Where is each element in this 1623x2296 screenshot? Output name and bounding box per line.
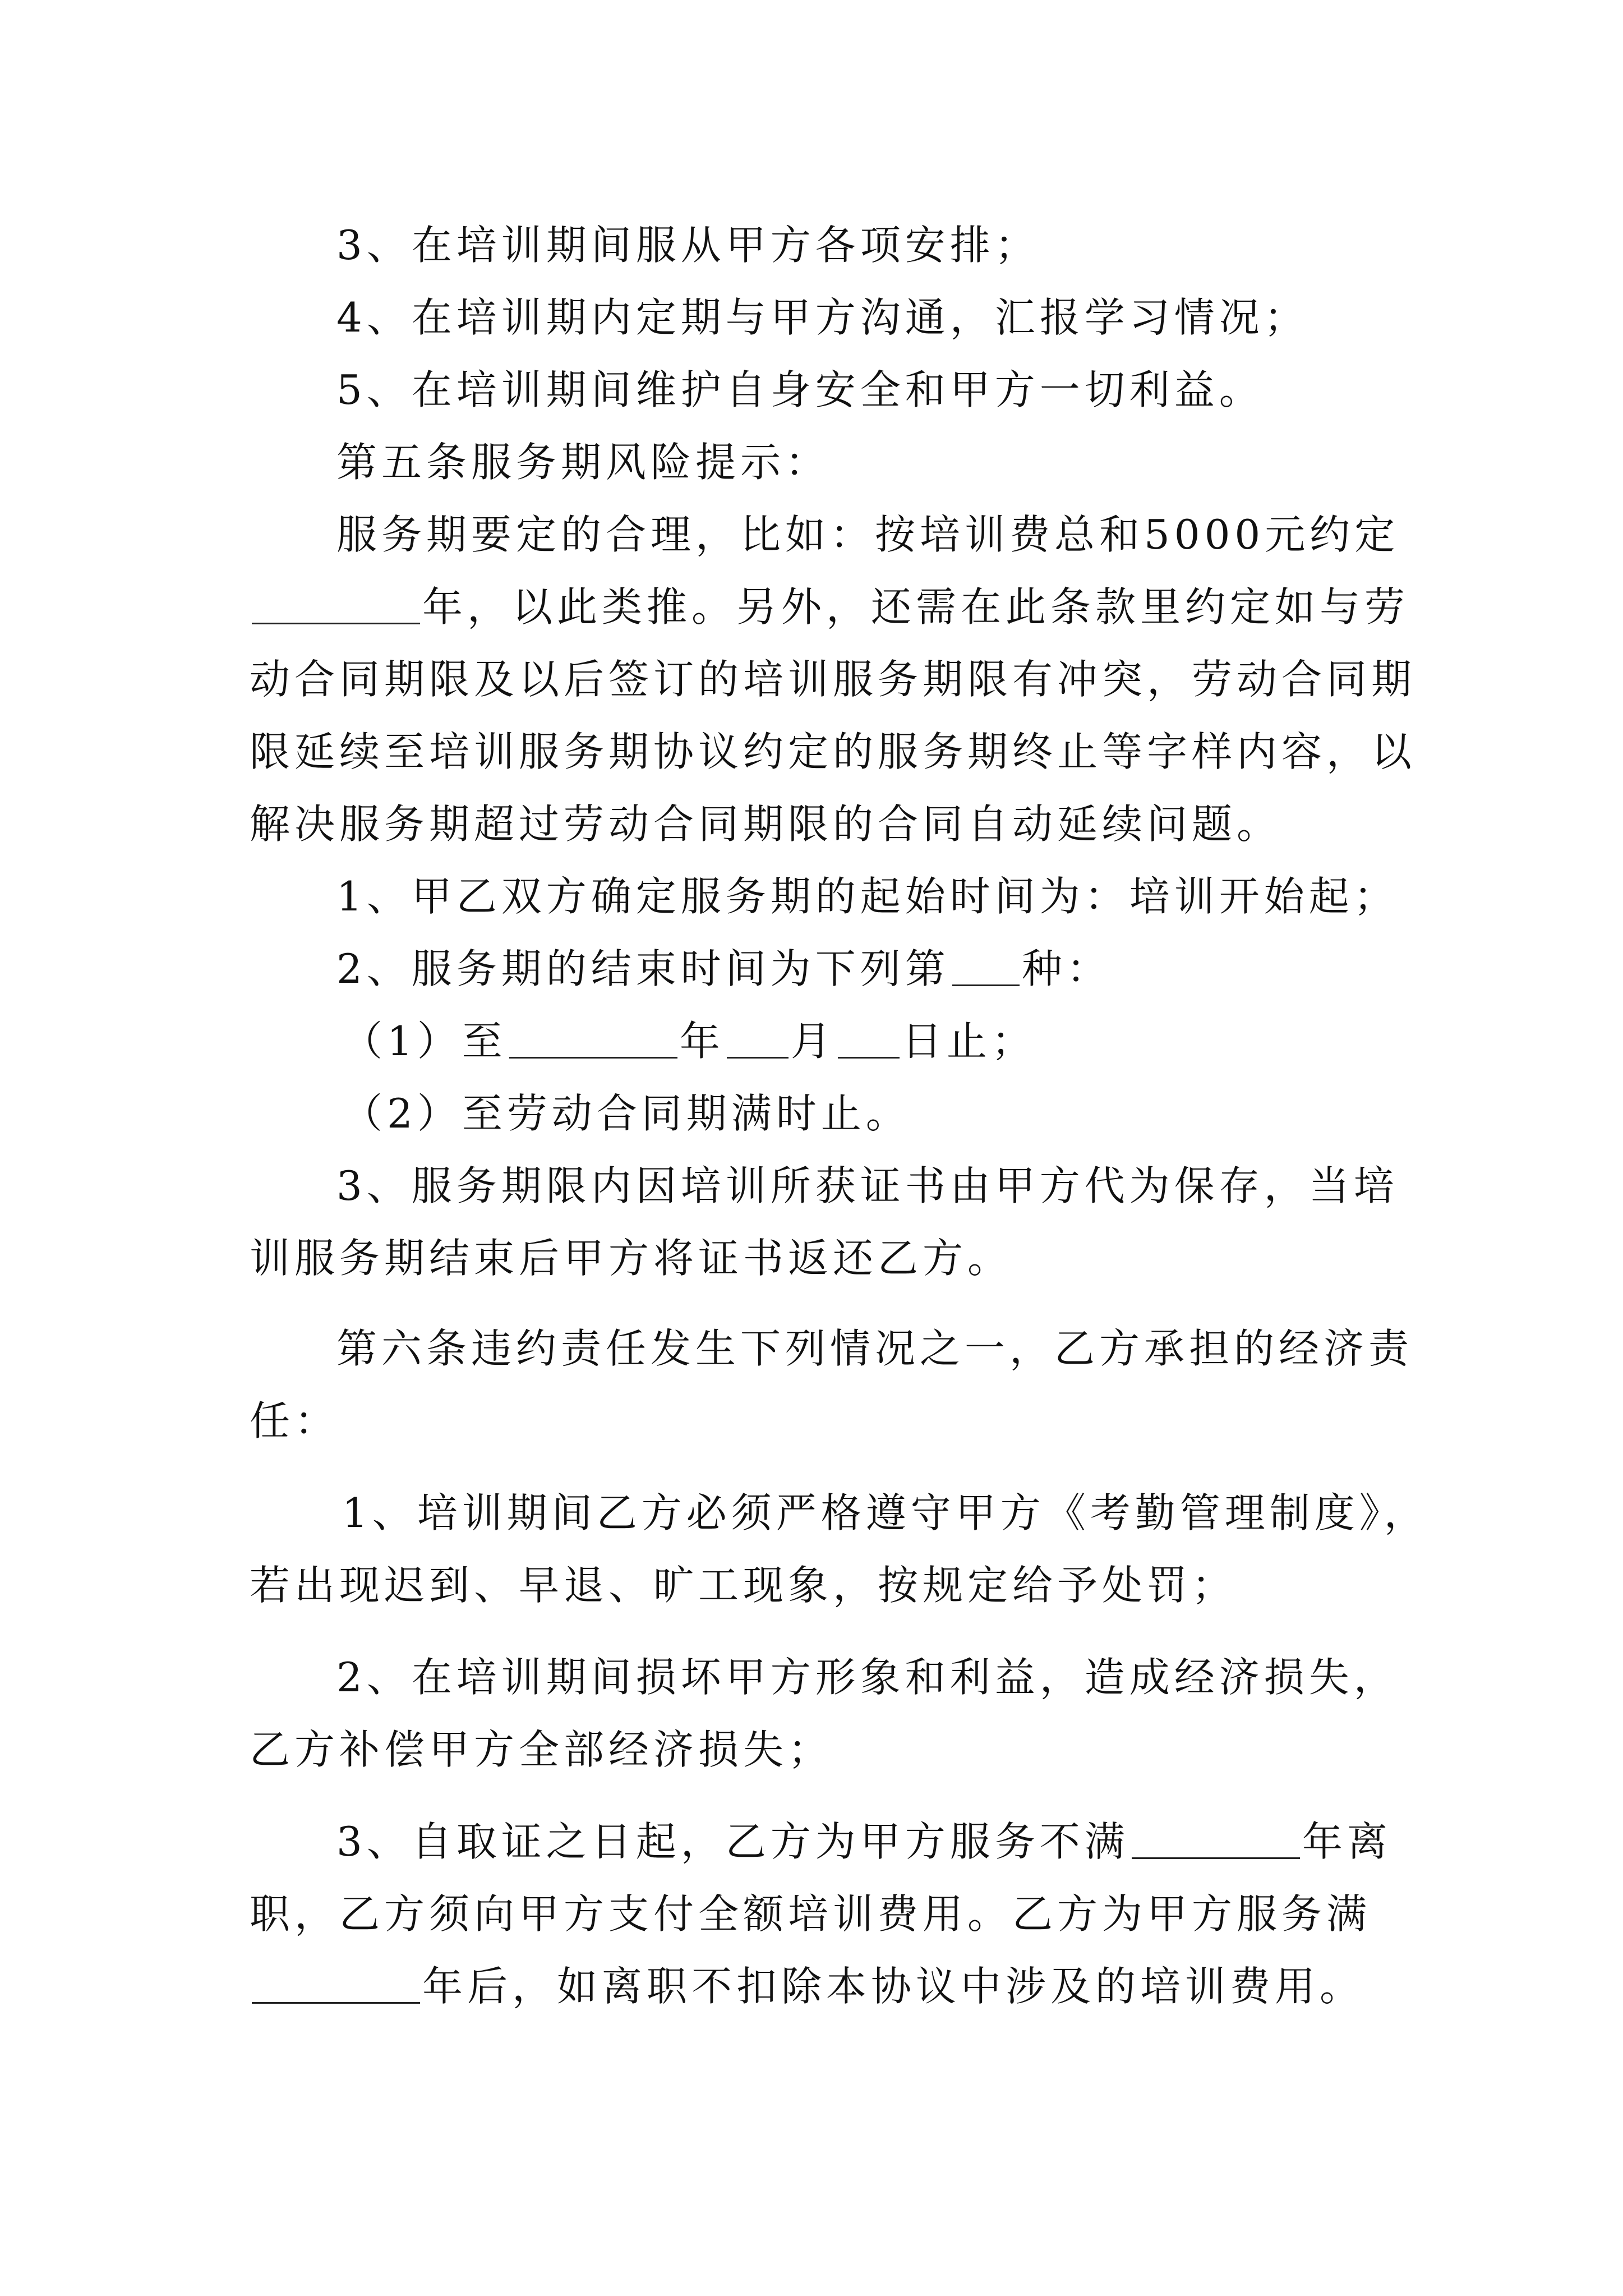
text-line — [250, 1222, 1399, 1295]
line-text: 乙方补偿甲方全部经济损失； — [250, 1726, 833, 1773]
line-text: 年 — [679, 1018, 725, 1065]
line-text: 2、服务期的结束时间为下列第 — [336, 945, 950, 992]
line-text: 4、在培训期内定期与甲方沟通，汇报学习情况； — [336, 294, 1309, 341]
fill-in-blank — [252, 1970, 420, 2004]
fill-in-blank — [509, 1024, 677, 1059]
line-text: 2、在培训期间损坏甲方形象和利益，造成经济损失， — [336, 1654, 1399, 1701]
line-text: 若出现迟到、早退、旷工现象，按规定给予处罚； — [250, 1562, 1237, 1609]
text-line — [336, 498, 1399, 571]
fill-in-blank — [252, 590, 420, 624]
line-text: 3、在培训期间服从甲方各项安排； — [336, 222, 1040, 269]
text-line — [336, 281, 1399, 354]
section-heading — [336, 1312, 1414, 1385]
line-text: 年后，如离职不扣除本协议中涉及的培训费用。 — [422, 1963, 1365, 2010]
line-text: 1、甲乙双方确定服务期的起始时间为：培训开始起； — [336, 873, 1399, 920]
text-line — [250, 788, 1399, 861]
fill-in-blank — [838, 1024, 900, 1059]
fill-in-blank — [952, 952, 1020, 986]
line-text: 月 — [790, 1018, 836, 1065]
fill-in-blank — [1132, 1825, 1300, 1859]
text-line — [342, 1476, 1429, 1549]
line-text: （2）至劳动合同期满时止。 — [342, 1090, 911, 1137]
section-heading — [336, 426, 1399, 499]
line-text: 3、自取证之日起，乙方为甲方服务不满 — [336, 1818, 1129, 1865]
line-text: 1、培训期间乙方必须严格遵守甲方《考勤管理制度》， — [342, 1489, 1429, 1536]
line-text: 第六条违约责任发生下列情况之一，乙方承担的经济责 — [336, 1325, 1414, 1372]
text-line — [342, 1077, 1399, 1150]
line-text: 限延续至培训服务期协议约定的服务期终止等字样内容，以 — [250, 728, 1417, 775]
line-text: 解决服务期超过劳动合同期限的合同自动延续问题。 — [250, 800, 1282, 848]
line-text: 5、在培训期间维护自身安全和甲方一切利益。 — [336, 366, 1264, 413]
line-text: 服务期要定的合理，比如：按培训费总和5000元约定 — [336, 511, 1400, 558]
text-line — [336, 1805, 1399, 1878]
text-line — [336, 1641, 1399, 1714]
line-text: 3、服务期限内因培训所获证书由甲方代为保存，当培 — [336, 1162, 1399, 1209]
text-line — [336, 932, 1399, 1005]
text-line — [336, 1149, 1399, 1222]
text-line — [250, 643, 1417, 716]
line-text: 动合同期限及以后签订的培训服务期限有冲突，劳动合同期 — [250, 656, 1417, 703]
line-text: 第五条服务期风险提示： — [336, 439, 831, 486]
text-line — [250, 1878, 1399, 1950]
line-text: 任： — [250, 1397, 340, 1444]
text-line — [250, 1950, 1399, 2023]
text-line — [250, 1384, 1399, 1457]
line-text: 日止； — [901, 1018, 1036, 1065]
text-line — [250, 1713, 1399, 1786]
line-text: 年离 — [1302, 1818, 1392, 1865]
text-line — [336, 353, 1399, 426]
line-text: 职，乙方须向甲方支付全额培训费用。乙方为甲方服务满 — [250, 1890, 1372, 1938]
line-text: 种： — [1021, 945, 1112, 992]
fill-in-blank — [727, 1024, 789, 1059]
text-line — [250, 715, 1417, 788]
text-line — [336, 860, 1399, 933]
text-line — [342, 1005, 1399, 1078]
line-text: （1）至 — [342, 1018, 507, 1065]
line-text: 训服务期结束后甲方将证书返还乙方。 — [250, 1235, 1013, 1282]
line-text: 年，以此类推。另外，还需在此条款里约定如与劳 — [422, 583, 1410, 631]
text-line — [250, 1549, 1399, 1622]
text-line — [336, 209, 1399, 282]
text-line — [250, 570, 1410, 643]
